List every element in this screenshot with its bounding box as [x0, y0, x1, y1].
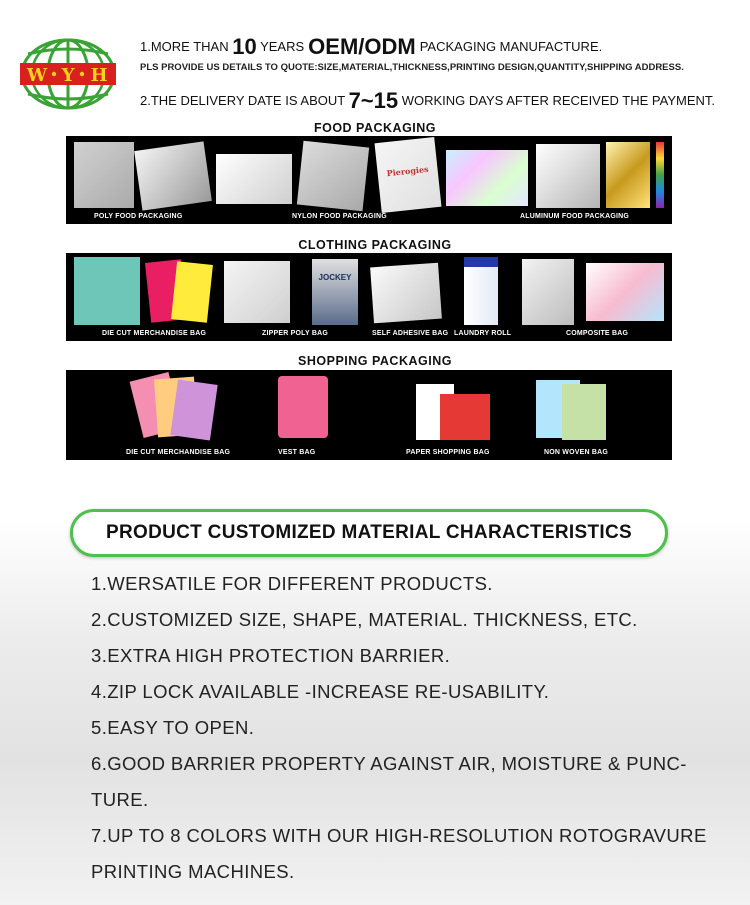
years-word: YEARS — [256, 39, 305, 54]
characteristics-list — [91, 566, 711, 890]
color-strip-image — [656, 142, 664, 208]
holographic-bags-image — [446, 150, 528, 206]
caption-self-adhesive: SELF ADHESIVE BAG — [372, 330, 449, 337]
line3-suffix: WORKING DAYS AFTER RECEIVED THE PAYMENT. — [398, 93, 715, 108]
header-line-3 — [140, 88, 715, 114]
list-item: 3.EXTRA HIGH PROTECTION BARRIER. — [91, 645, 451, 666]
jockey-label: JOCKEY — [318, 273, 352, 282]
caption-laundry-roll: LAUNDRY ROLL — [454, 330, 512, 337]
list-item: 7.UP TO 8 COLORS WITH OUR HIGH-RESOLUTION ROTOGRAVURE — [91, 825, 707, 846]
small-bags-image — [216, 154, 292, 204]
laundry-roll-image — [464, 257, 498, 325]
self-adhesive-bag-image — [370, 263, 442, 324]
list-item: TURE. — [91, 789, 149, 810]
header-line-1 — [140, 34, 602, 60]
list-item: 4.ZIP LOCK AVAILABLE -INCREASE RE-USABILITY. — [91, 681, 550, 702]
caption-diecut-merchandise: DIE CUT MERCHANDISE BAG — [102, 330, 207, 337]
poly-bag-image — [74, 142, 134, 208]
nylon-bag-image — [297, 141, 369, 212]
delivery-days: 7~15 — [348, 88, 399, 113]
wyh-logo — [18, 38, 118, 110]
caption-paper-shopping: PAPER SHOPPING BAG — [406, 449, 490, 456]
pierogies-label: Pierogies — [386, 163, 429, 179]
caption-non-woven: NON WOVEN BAG — [544, 449, 609, 456]
composite-bags-set-image — [586, 263, 664, 321]
list-item: 2.CUSTOMIZED SIZE, SHAPE, MATERIAL. THICKNESS, ETC. — [91, 609, 638, 630]
line1-prefix: 1.MORE THAN — [140, 39, 233, 54]
logo-letter-h: H — [90, 65, 108, 86]
characteristics-title-box — [70, 509, 668, 557]
line3-prefix: 2.THE DELIVERY DATE IS ABOUT — [140, 93, 349, 108]
line1-suffix: PACKAGING MANUFACTURE. — [419, 39, 603, 54]
yellow-diecut-bag-image — [171, 261, 213, 322]
food-packaging-title: FOOD PACKAGING — [313, 121, 437, 135]
caption-vest-bag: VEST BAG — [278, 449, 316, 456]
clothing-packaging-title: CLOTHING PACKAGING — [298, 238, 452, 252]
jockey-bag-image — [312, 259, 358, 325]
pink-vest-bag-image — [278, 376, 328, 438]
zipper-poly-bag-image — [224, 261, 290, 323]
years-number: 10 — [232, 34, 257, 59]
shopping-packaging-strip — [66, 370, 672, 460]
caption-shop-diecut: DIE CUT MERCHANDISE BAG — [126, 449, 231, 456]
teal-diecut-bag-image — [74, 257, 140, 325]
list-item: 5.EASY TO OPEN. — [91, 717, 255, 738]
list-item: 1.WERSATILE FOR DIFFERENT PRODUCTS. — [91, 573, 493, 594]
caption-nylon-food: NYLON FOOD PACKAGING — [292, 213, 387, 220]
green-nonwoven-bag-image — [562, 384, 606, 440]
caption-composite: COMPOSITE BAG — [566, 330, 629, 337]
composite-bag-image — [522, 259, 574, 325]
logo-letter-w: W — [26, 65, 48, 86]
red-paper-bag-image — [440, 394, 490, 440]
characteristics-title: PRODUCT CUSTOMIZED MATERIAL CHARACTERISTICS — [106, 522, 632, 543]
caption-poly-food: POLY FOOD PACKAGING — [94, 213, 183, 220]
oem-odm-text: OEM/ODM — [308, 34, 416, 59]
caption-zipper-poly: ZIPPER POLY BAG — [262, 330, 329, 337]
list-item: PRINTING MACHINES. — [91, 861, 295, 882]
gold-bag-image — [606, 142, 650, 208]
pierogies-bag-image — [375, 137, 442, 213]
list-item: 6.GOOD BARRIER PROPERTY AGAINST AIR, MOISTURE & PUNC- — [91, 753, 687, 774]
diecut-bag-purple-image — [170, 379, 217, 440]
clear-bag-image — [134, 141, 212, 210]
header-line-2: PLS PROVIDE US DETAILS TO QUOTE:SIZE,MATERIAL,THICKNESS,PRINTING DESIGN,QUANTITY,SHIPPING ADDRESS. — [140, 62, 684, 73]
food-packaging-strip — [66, 136, 672, 224]
caption-aluminum-food: ALUMINUM FOOD PACKAGING — [520, 213, 630, 220]
clothing-packaging-strip — [66, 253, 672, 341]
globe-logo-icon — [18, 38, 118, 110]
logo-letter-y: Y — [61, 65, 75, 86]
shopping-packaging-title: SHOPPING PACKAGING — [298, 354, 452, 368]
aluminum-bag-image — [536, 144, 600, 208]
